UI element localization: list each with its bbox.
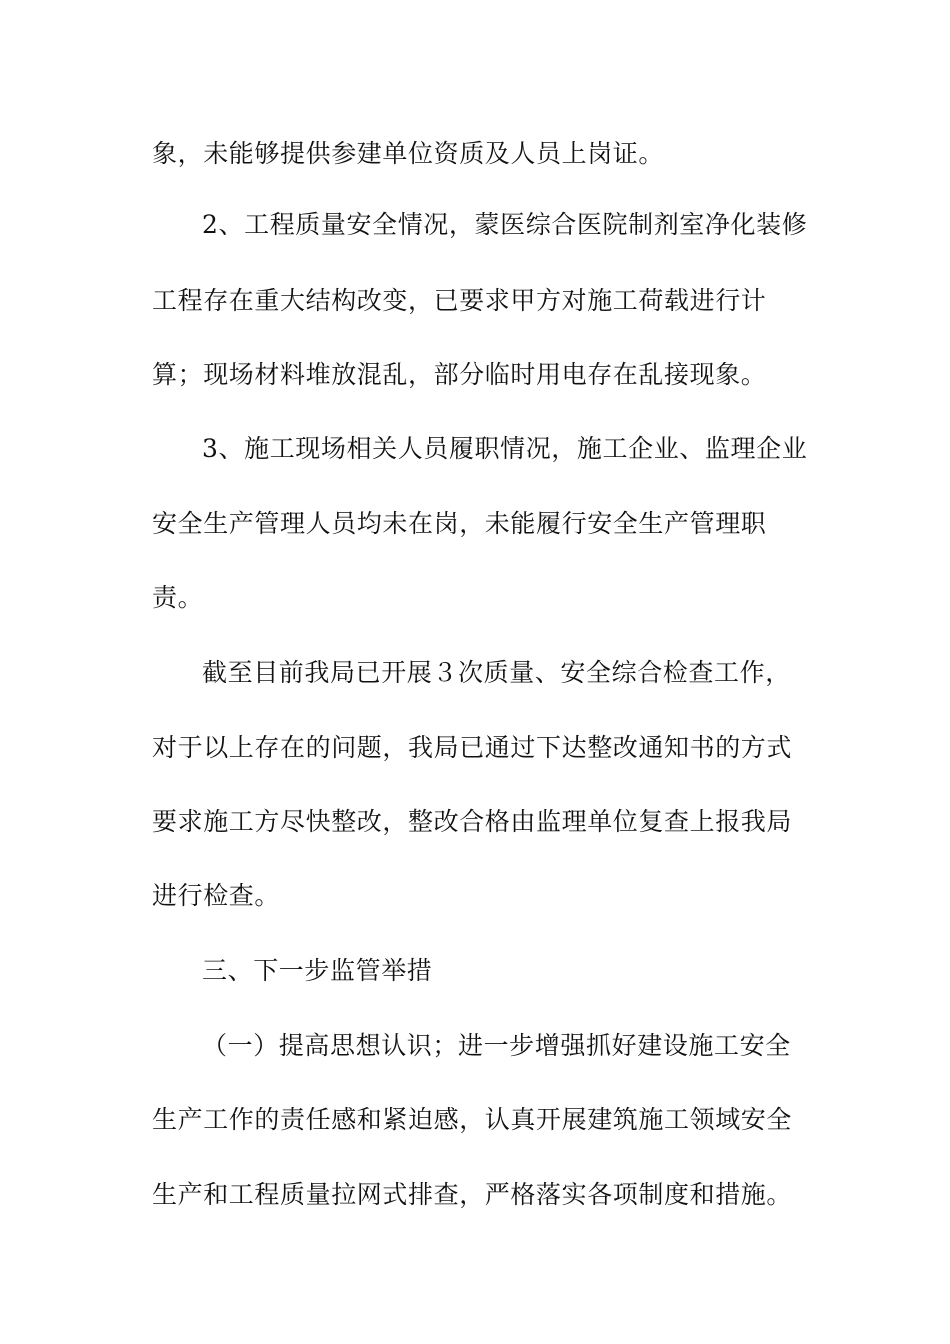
- text-line: 进行检查。: [152, 881, 281, 910]
- paragraph-item-2-start: 2、工程质量安全情况，蒙医综合医院制剂室净化装修: [202, 210, 808, 239]
- text-line: 算；现场材料堆放混乱，部分临时用电存在乱接现象。: [152, 360, 767, 389]
- text-line: 生产和工程质量拉网式排查，严格落实各项制度和措施。: [152, 1180, 793, 1209]
- section-heading: 三、下一步监管举措: [202, 956, 433, 985]
- text-line: 工程存在重大结构改变，已要求甲方对施工荷载进行计: [152, 286, 767, 315]
- text-line: 对于以上存在的问题，我局已通过下达整改通知书的方式: [152, 733, 793, 762]
- paragraph-subsection-1-start: （一）提高思想认识；进一步增强抓好建设施工安全: [202, 1031, 791, 1060]
- text-line: 生产工作的责任感和紧迫感，认真开展建筑施工领域安全: [152, 1105, 793, 1134]
- text-line: 要求施工方尽快整改，整改合格由监理单位复查上报我局: [152, 807, 793, 836]
- text-line: 象，未能够提供参建单位资质及人员上岗证。: [152, 139, 665, 168]
- paragraph-item-3-start: 3、施工现场相关人员履职情况，施工企业、监理企业: [202, 434, 808, 463]
- paragraph-inspection-start: 截至目前我局已开展３次质量、安全综合检查工作，: [202, 658, 791, 687]
- text-line: 安全生产管理人员均未在岗，未能履行安全生产管理职: [152, 509, 767, 538]
- text-line: 责。: [152, 583, 204, 612]
